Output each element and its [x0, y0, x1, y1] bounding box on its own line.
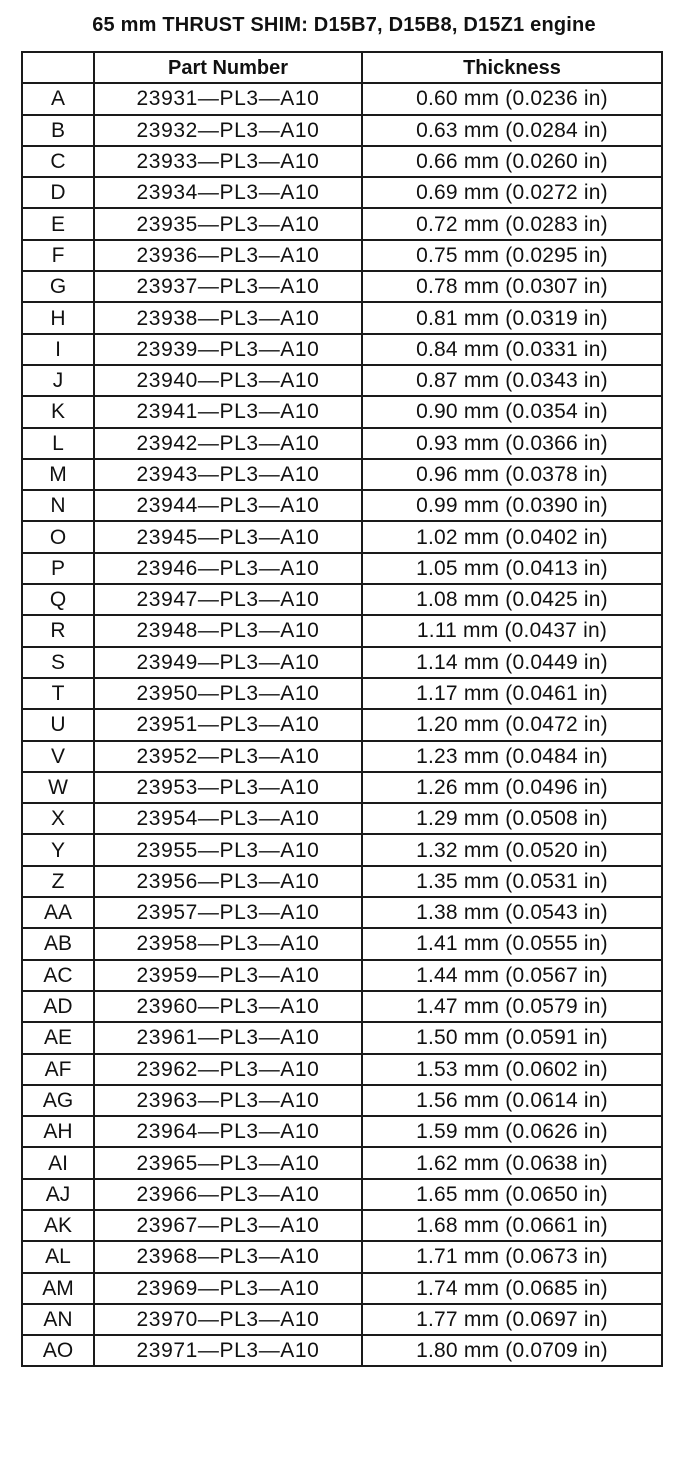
row-code: AN [22, 1304, 94, 1335]
row-thickness: 0.60 mm (0.0236 in) [362, 83, 662, 114]
row-thickness: 0.87 mm (0.0343 in) [362, 365, 662, 396]
table-row [22, 1210, 662, 1241]
row-thickness: 1.71 mm (0.0673 in) [362, 1241, 662, 1272]
table-row [22, 928, 662, 959]
row-part-number: 23959—PL3—A10 [94, 960, 362, 991]
table-row [22, 490, 662, 521]
row-code: A [22, 83, 94, 114]
table-row [22, 678, 662, 709]
table-row [22, 115, 662, 146]
row-code: D [22, 177, 94, 208]
row-part-number: 23955—PL3—A10 [94, 834, 362, 865]
row-thickness: 0.63 mm (0.0284 in) [362, 115, 662, 146]
row-thickness: 1.62 mm (0.0638 in) [362, 1147, 662, 1178]
row-part-number: 23970—PL3—A10 [94, 1304, 362, 1335]
table-row [22, 709, 662, 740]
row-code: E [22, 208, 94, 239]
row-thickness: 0.81 mm (0.0319 in) [362, 302, 662, 333]
row-part-number: 23968—PL3—A10 [94, 1241, 362, 1272]
row-thickness: 0.93 mm (0.0366 in) [362, 428, 662, 459]
table-row [22, 584, 662, 615]
row-thickness: 1.65 mm (0.0650 in) [362, 1179, 662, 1210]
table-row [22, 271, 662, 302]
row-code: G [22, 271, 94, 302]
row-code: AK [22, 1210, 94, 1241]
row-part-number: 23964—PL3—A10 [94, 1116, 362, 1147]
row-thickness: 0.66 mm (0.0260 in) [362, 146, 662, 177]
table-row [22, 1116, 662, 1147]
table-row [22, 521, 662, 552]
row-thickness: 0.84 mm (0.0331 in) [362, 334, 662, 365]
row-thickness: 0.78 mm (0.0307 in) [362, 271, 662, 302]
row-code: N [22, 490, 94, 521]
table-row [22, 897, 662, 928]
table-row [22, 334, 662, 365]
row-part-number: 23941—PL3—A10 [94, 396, 362, 427]
row-thickness: 1.11 mm (0.0437 in) [362, 615, 662, 646]
row-thickness: 1.17 mm (0.0461 in) [362, 678, 662, 709]
row-part-number: 23961—PL3—A10 [94, 1022, 362, 1053]
row-part-number: 23940—PL3—A10 [94, 365, 362, 396]
row-code: AO [22, 1335, 94, 1366]
table-row [22, 553, 662, 584]
row-thickness: 0.72 mm (0.0283 in) [362, 208, 662, 239]
row-thickness: 1.29 mm (0.0508 in) [362, 803, 662, 834]
row-code: J [22, 365, 94, 396]
table-row [22, 459, 662, 490]
table-row [22, 647, 662, 678]
row-part-number: 23933—PL3—A10 [94, 146, 362, 177]
row-thickness: 1.08 mm (0.0425 in) [362, 584, 662, 615]
row-part-number: 23958—PL3—A10 [94, 928, 362, 959]
table-row [22, 772, 662, 803]
table-row [22, 1085, 662, 1116]
row-thickness: 0.90 mm (0.0354 in) [362, 396, 662, 427]
table-row [22, 1241, 662, 1272]
row-part-number: 23936—PL3—A10 [94, 240, 362, 271]
row-part-number: 23944—PL3—A10 [94, 490, 362, 521]
row-code: S [22, 647, 94, 678]
table-row [22, 428, 662, 459]
table-row [22, 1179, 662, 1210]
row-part-number: 23945—PL3—A10 [94, 521, 362, 552]
row-thickness: 1.50 mm (0.0591 in) [362, 1022, 662, 1053]
row-code: AI [22, 1147, 94, 1178]
row-thickness: 1.38 mm (0.0543 in) [362, 897, 662, 928]
row-part-number: 23954—PL3—A10 [94, 803, 362, 834]
row-code: AG [22, 1085, 94, 1116]
row-code: P [22, 553, 94, 584]
row-part-number: 23948—PL3—A10 [94, 615, 362, 646]
row-part-number: 23946—PL3—A10 [94, 553, 362, 584]
row-part-number: 23934—PL3—A10 [94, 177, 362, 208]
row-thickness: 1.44 mm (0.0567 in) [362, 960, 662, 991]
row-code: AL [22, 1241, 94, 1272]
row-code: Q [22, 584, 94, 615]
row-part-number: 23931—PL3—A10 [94, 83, 362, 114]
table-row [22, 83, 662, 114]
row-thickness: 1.26 mm (0.0496 in) [362, 772, 662, 803]
row-code: V [22, 741, 94, 772]
table-row [22, 1273, 662, 1304]
row-code: X [22, 803, 94, 834]
row-part-number: 23937—PL3—A10 [94, 271, 362, 302]
row-code: W [22, 772, 94, 803]
row-part-number: 23947—PL3—A10 [94, 584, 362, 615]
row-code: R [22, 615, 94, 646]
row-code: AC [22, 960, 94, 991]
row-thickness: 1.53 mm (0.0602 in) [362, 1054, 662, 1085]
row-code: AJ [22, 1179, 94, 1210]
table-row [22, 803, 662, 834]
row-thickness: 1.68 mm (0.0661 in) [362, 1210, 662, 1241]
row-thickness: 1.59 mm (0.0626 in) [362, 1116, 662, 1147]
table-row [22, 1335, 662, 1366]
table-row [22, 1022, 662, 1053]
row-code: I [22, 334, 94, 365]
row-thickness: 1.32 mm (0.0520 in) [362, 834, 662, 865]
row-code: H [22, 302, 94, 333]
row-code: T [22, 678, 94, 709]
row-code: K [22, 396, 94, 427]
row-part-number: 23932—PL3—A10 [94, 115, 362, 146]
table-body [22, 83, 662, 1366]
table-row [22, 146, 662, 177]
row-thickness: 0.75 mm (0.0295 in) [362, 240, 662, 271]
row-code: Z [22, 866, 94, 897]
row-thickness: 1.20 mm (0.0472 in) [362, 709, 662, 740]
table-row [22, 302, 662, 333]
header-code [22, 52, 94, 83]
table-row [22, 1147, 662, 1178]
table-row [22, 960, 662, 991]
table-row [22, 365, 662, 396]
table-row [22, 991, 662, 1022]
row-code: AE [22, 1022, 94, 1053]
row-part-number: 23939—PL3—A10 [94, 334, 362, 365]
row-code: AH [22, 1116, 94, 1147]
table-row [22, 240, 662, 271]
row-code: L [22, 428, 94, 459]
row-code: AA [22, 897, 94, 928]
table-row [22, 1054, 662, 1085]
row-code: U [22, 709, 94, 740]
row-code: F [22, 240, 94, 271]
header-thickness: Thickness [362, 52, 662, 83]
row-part-number: 23967—PL3—A10 [94, 1210, 362, 1241]
table-row [22, 741, 662, 772]
row-thickness: 1.05 mm (0.0413 in) [362, 553, 662, 584]
row-code: M [22, 459, 94, 490]
row-thickness: 1.74 mm (0.0685 in) [362, 1273, 662, 1304]
row-thickness: 1.80 mm (0.0709 in) [362, 1335, 662, 1366]
table-row [22, 396, 662, 427]
row-part-number: 23962—PL3—A10 [94, 1054, 362, 1085]
row-part-number: 23969—PL3—A10 [94, 1273, 362, 1304]
table-row [22, 177, 662, 208]
row-part-number: 23953—PL3—A10 [94, 772, 362, 803]
row-part-number: 23951—PL3—A10 [94, 709, 362, 740]
row-thickness: 1.56 mm (0.0614 in) [362, 1085, 662, 1116]
row-thickness: 1.35 mm (0.0531 in) [362, 866, 662, 897]
row-code: Y [22, 834, 94, 865]
row-thickness: 1.77 mm (0.0697 in) [362, 1304, 662, 1335]
row-part-number: 23965—PL3—A10 [94, 1147, 362, 1178]
table-row [22, 615, 662, 646]
row-part-number: 23963—PL3—A10 [94, 1085, 362, 1116]
table-row [22, 208, 662, 239]
header-row [22, 52, 662, 83]
row-code: AM [22, 1273, 94, 1304]
row-part-number: 23938—PL3—A10 [94, 302, 362, 333]
row-thickness: 1.47 mm (0.0579 in) [362, 991, 662, 1022]
row-thickness: 1.23 mm (0.0484 in) [362, 741, 662, 772]
row-code: AF [22, 1054, 94, 1085]
row-part-number: 23957—PL3—A10 [94, 897, 362, 928]
row-code: AD [22, 991, 94, 1022]
row-thickness: 1.41 mm (0.0555 in) [362, 928, 662, 959]
row-code: O [22, 521, 94, 552]
row-part-number: 23949—PL3—A10 [94, 647, 362, 678]
row-part-number: 23942—PL3—A10 [94, 428, 362, 459]
row-thickness: 0.99 mm (0.0390 in) [362, 490, 662, 521]
row-part-number: 23960—PL3—A10 [94, 991, 362, 1022]
row-code: AB [22, 928, 94, 959]
row-part-number: 23956—PL3—A10 [94, 866, 362, 897]
row-thickness: 1.02 mm (0.0402 in) [362, 521, 662, 552]
table-row [22, 866, 662, 897]
table-title: 65 mm THRUST SHIM: D15B7, D15B8, D15Z1 engine [92, 14, 596, 36]
row-part-number: 23943—PL3—A10 [94, 459, 362, 490]
row-part-number: 23966—PL3—A10 [94, 1179, 362, 1210]
row-thickness: 1.14 mm (0.0449 in) [362, 647, 662, 678]
row-part-number: 23935—PL3—A10 [94, 208, 362, 239]
row-part-number: 23952—PL3—A10 [94, 741, 362, 772]
header-part-number: Part Number [94, 52, 362, 83]
row-code: B [22, 115, 94, 146]
table-row [22, 1304, 662, 1335]
row-thickness: 0.69 mm (0.0272 in) [362, 177, 662, 208]
row-code: C [22, 146, 94, 177]
row-thickness: 0.96 mm (0.0378 in) [362, 459, 662, 490]
thrust-shim-table [21, 51, 663, 1367]
table-row [22, 834, 662, 865]
row-part-number: 23971—PL3—A10 [94, 1335, 362, 1366]
row-part-number: 23950—PL3—A10 [94, 678, 362, 709]
